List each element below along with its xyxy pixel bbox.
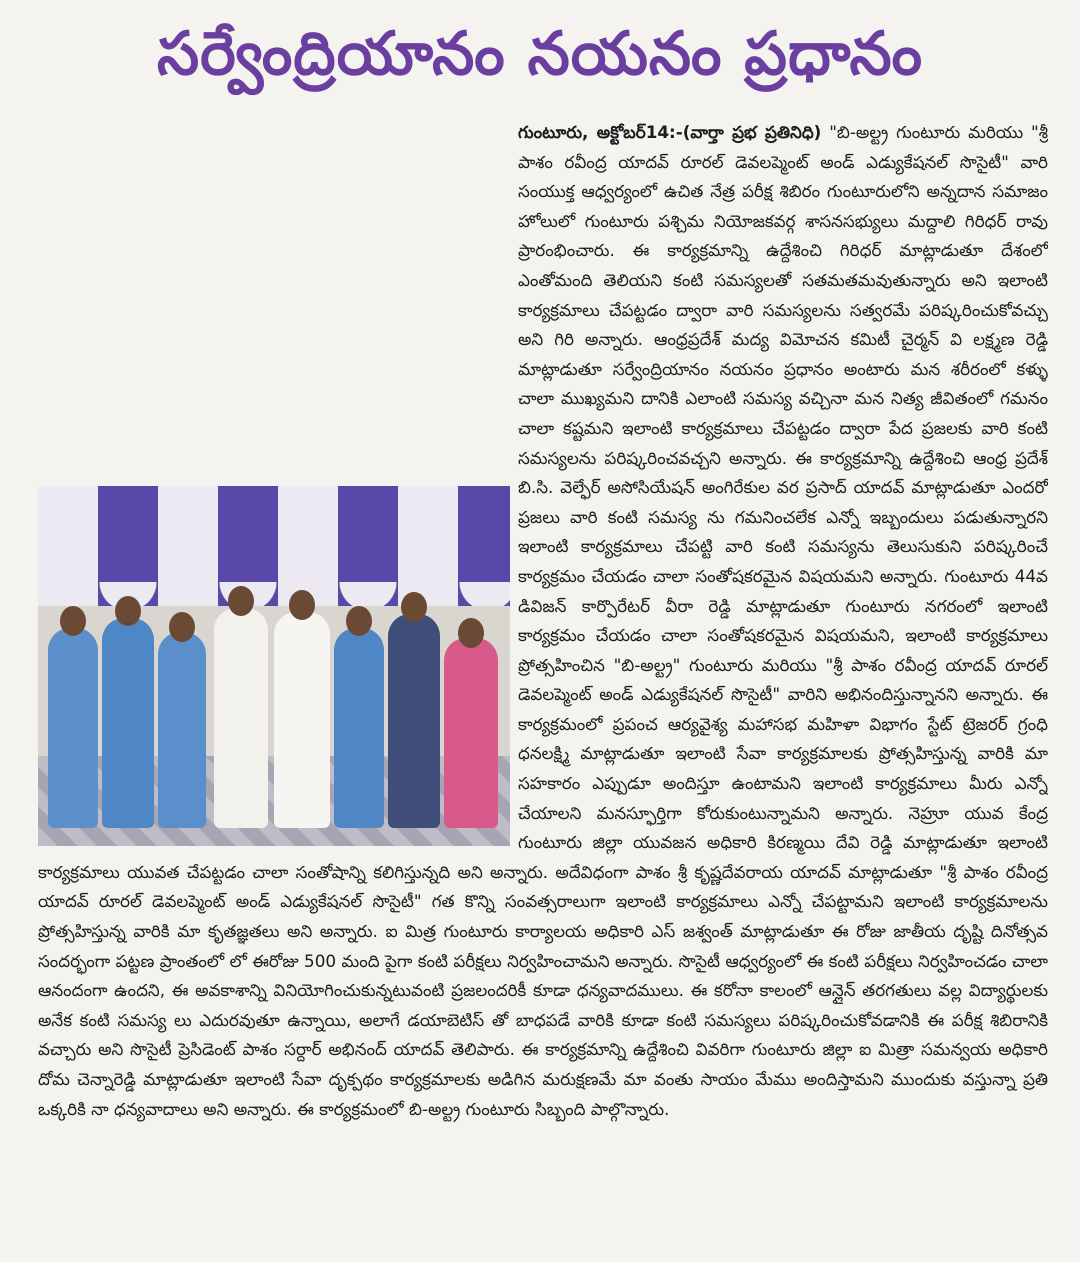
person-figure [48, 628, 98, 828]
person-figure [388, 614, 440, 828]
person-figure [158, 632, 206, 828]
person-head [115, 596, 141, 626]
headline: సర్వేంద్రియానం నయనం ప్రధానం [156, 19, 924, 89]
person-head [401, 592, 427, 622]
person-head [458, 618, 484, 648]
article-text: "బి-అల్ట్ర గుంటూరు మరియు "శ్రీ పాశం రవీంద్ర యాదవ్ రూరల్ డెవలప్మెంట్ అండ్ ఎడ్యుకేషనల్ సొసైటీ" వారి సంయుక్త ఆధ్వర్యంలో ఉచిత నేత్ర పరీక్ష శిబిరం గుంటూరులోని అన్నదాన సమాజం హోలులో గుంటూరు పశ్చిమ నియోజకవర్గ శాసనసభ్యులు మద్దాలి గిరిధర్ రావు ప్రారంభించారు. ఈ కార్యక్రమాన్ని ఉద్దేశించి గిరిధర్ మాట్లాడుతూ దేశంలో ఎంతోమంది తెలియని కంటి సమస్యలతో సతమతమవుతున్నారు అని ఇలాంటి కార్యక్రమాలు చేపట్టడం ద్వారా వారి సమస్యలను సత్వరమే పరిష్కరించుకోవచ్చు అని గిరి అన్నారు. ఆంధ్రప్రదేశ్ మద్య విమోచన కమిటీ చైర్మన్ వి లక్ష్మణ రెడ్డి మాట్లాడుతూ సర్వేంద్రియానం నయనం ప్రధానం అంటారు మన శరీరంలో కళ్ళు చాలా ముఖ్యమని దానికి ఎలాంటి సమస్య వచ్చినా మన నిత్య జీవితంలో గమనం చాలా కష్టమని ఇలాంటి కార్యక్రమాలు చేపట్టడం ద్వారా పేద ప్రజలకు వారి కంటి సమస్యలను పరిష్కరించవచ్చని అన్నారు. ఈ కార్యక్రమాన్ని ఉద్దేశించి ఆంధ్ర ప్రదేశ్ బి.సి. వెల్ఫేర్ అసోసియేషన్ అంగిరేకుల వర ప్రసాద్ యాదవ్ మాట్లాడుతూ ఎందరో ప్రజలు వారి కంటి సమస్య ను గమనించలేక ఎన్నో ఇబ్బందులు పడుతున్నారని ఇలాంటి కార్యక్రమాలు చేపట్టి వారి కంటి సమస్యను తెలుసుకుని పరిష్కరించే కార్యక్రమం చేయడం చాలా సంతోషకరమైన విషయమని అన్నారు. గుంటూరు 44వ డివిజన్ కార్పొరేటర్ వీరా రెడ్డి మాట్లాడుతూ గుంటూరు నగరంలో ఇలాంటి కార్యక్రమం చేయడం చాలా సంతోషకరమైన విషయమని, ఇలాంటి కార్యక్రమాలు ప్రోత్సహించిన "బి-అల్ట్ర" గుంటూరు మరియు "శ్రీ పాశం రవీంద్ర యాదవ్ రూరల్ డెవలప్మెంట్ అండ్ ఎడ్యుకేషనల్ సొసైటీ" వారిని అభినందిస్తున్నానని అన్నారు. ఈ కార్యక్రమంలో ప్రపంచ ఆర్యవైశ్య మహాసభ మహిళా విభాగం స్టేట్ ట్రెజరర్ గ్రంధి ధనలక్ష్మి మాట్లాడుతూ ఇలాంటి సేవా కార్యక్రమాలకు ప్రోత్సహిస్తున్న వారికి మా సహకారం ఎప్పుడూ అందిస్తూ ఉంటామని ఇలాంటి కార్యక్రమాలు మీరు ఎన్నో చేయాలని మనస్ఫూర్తిగా కోరుకుంటున్నామని అన్నారు. నెహ్రూ యువ కేంద్ర గుంటూరు జిల్లా యువజన అధికారి కిరణ్మయి దేవి రెడ్డి మాట్లాడుతూ ఇలాంటి కార్యక్రమాలు యువత చేపట్టడం చాలా సంతోషాన్ని కలిగిస్తున్నది అని అన్నారు. అదేవిధంగా పాశం శ్రీ కృష్ణదేవరాయ యాదవ్ మాట్లాడుతూ "శ్రీ పాశం రవీంద్ర యాదవ్ రూరల్ డెవలప్మెంట్ అండ్ ఎడ్యుకేషనల్ సొసైటీ" గత కొన్ని సంవత్సరాలుగా ఇలాంటి కార్యక్రమాలు ఎన్నో చేపట్టామని ఇలాంటి కార్యక్రమాలను ప్రోత్సహిస్తున్న వారికి మా కృతజ్ఞతలు అని అన్నారు. ఐ మిత్ర గుంటూరు కార్యాలయ అధికారి ఎస్ జశ్వంత్ మాట్లాడుతూ ఈ రోజు జాతీయ దృష్టి దినోత్సవ సందర్భంగా పట్టణ ప్రాంతంలో లో ఈరోజు 500 మంది పైగా కంటి పరీక్షలు నిర్వహించామని అన్నారు. సొసైటీ ఆధ్వర్యంలో ఈ కంటి పరీక్షలు నిర్వహించడం చాలా ఆనందంగా ఉందని, ఈ అవకాశాన్ని వినియోగించుకున్నటువంటి ప్రజలందరికీ కూడా ధన్యవాదములు. ఈ కరోనా కాలంలో ఆన్లైన్ తరగతులు వల్ల విద్యార్థులకు అనేక కంటి సమస్య లు ఎదురవుతూ ఉన్నాయి, అలాగే డయాబెటిస్ తో బాధపడే వారికి కూడా కంటి సమస్యలు పరిష్కరించుకోవడానికి ఈ పరీక్ష శిబిరానికి వచ్చారు అని సొసైటీ ప్రెసిడెంట్ పాశం సర్దార్ అభినంద్ యాదవ్ తెలిపారు. ఈ కార్యక్రమాన్ని ఉద్దేశించి వివరిగా గుంటూరు జిల్లా ఐ మిత్రా సమన్వయ అధికారి దోమ చెన్నారెడ్డి మాట్లాడుతూ ఇలాంటి సేవా దృక్పథం కార్యక్రమాలకు అడిగిన మరుక్షణమే మా వంతు సాయం మేము అందిస్తామని ముందుకు వస్తున్నా ప్రతి ఒక్కరికి నా ధన్యవాదాలు అని అన్నారు. ఈ కార్యక్రమంలో బి-అల్ట్ర గుంటూరు సిబ్బంది పాల్గొన్నారు. [38, 122, 1048, 1119]
person-head [289, 590, 315, 620]
person-head [346, 606, 372, 636]
person-figure [102, 618, 154, 828]
person-figure [274, 612, 330, 828]
person-head [228, 586, 254, 616]
person-head [169, 612, 195, 642]
person-head [60, 606, 86, 636]
person-figure [334, 628, 384, 828]
dateline: గుంటూరు, అక్టోబర్14:-(వార్తా ప్రభ ప్రతినిధి) [518, 122, 822, 142]
person-figure [214, 608, 268, 828]
event-photo [38, 486, 510, 846]
article-body [38, 118, 1048, 1248]
person-figure [444, 638, 498, 828]
